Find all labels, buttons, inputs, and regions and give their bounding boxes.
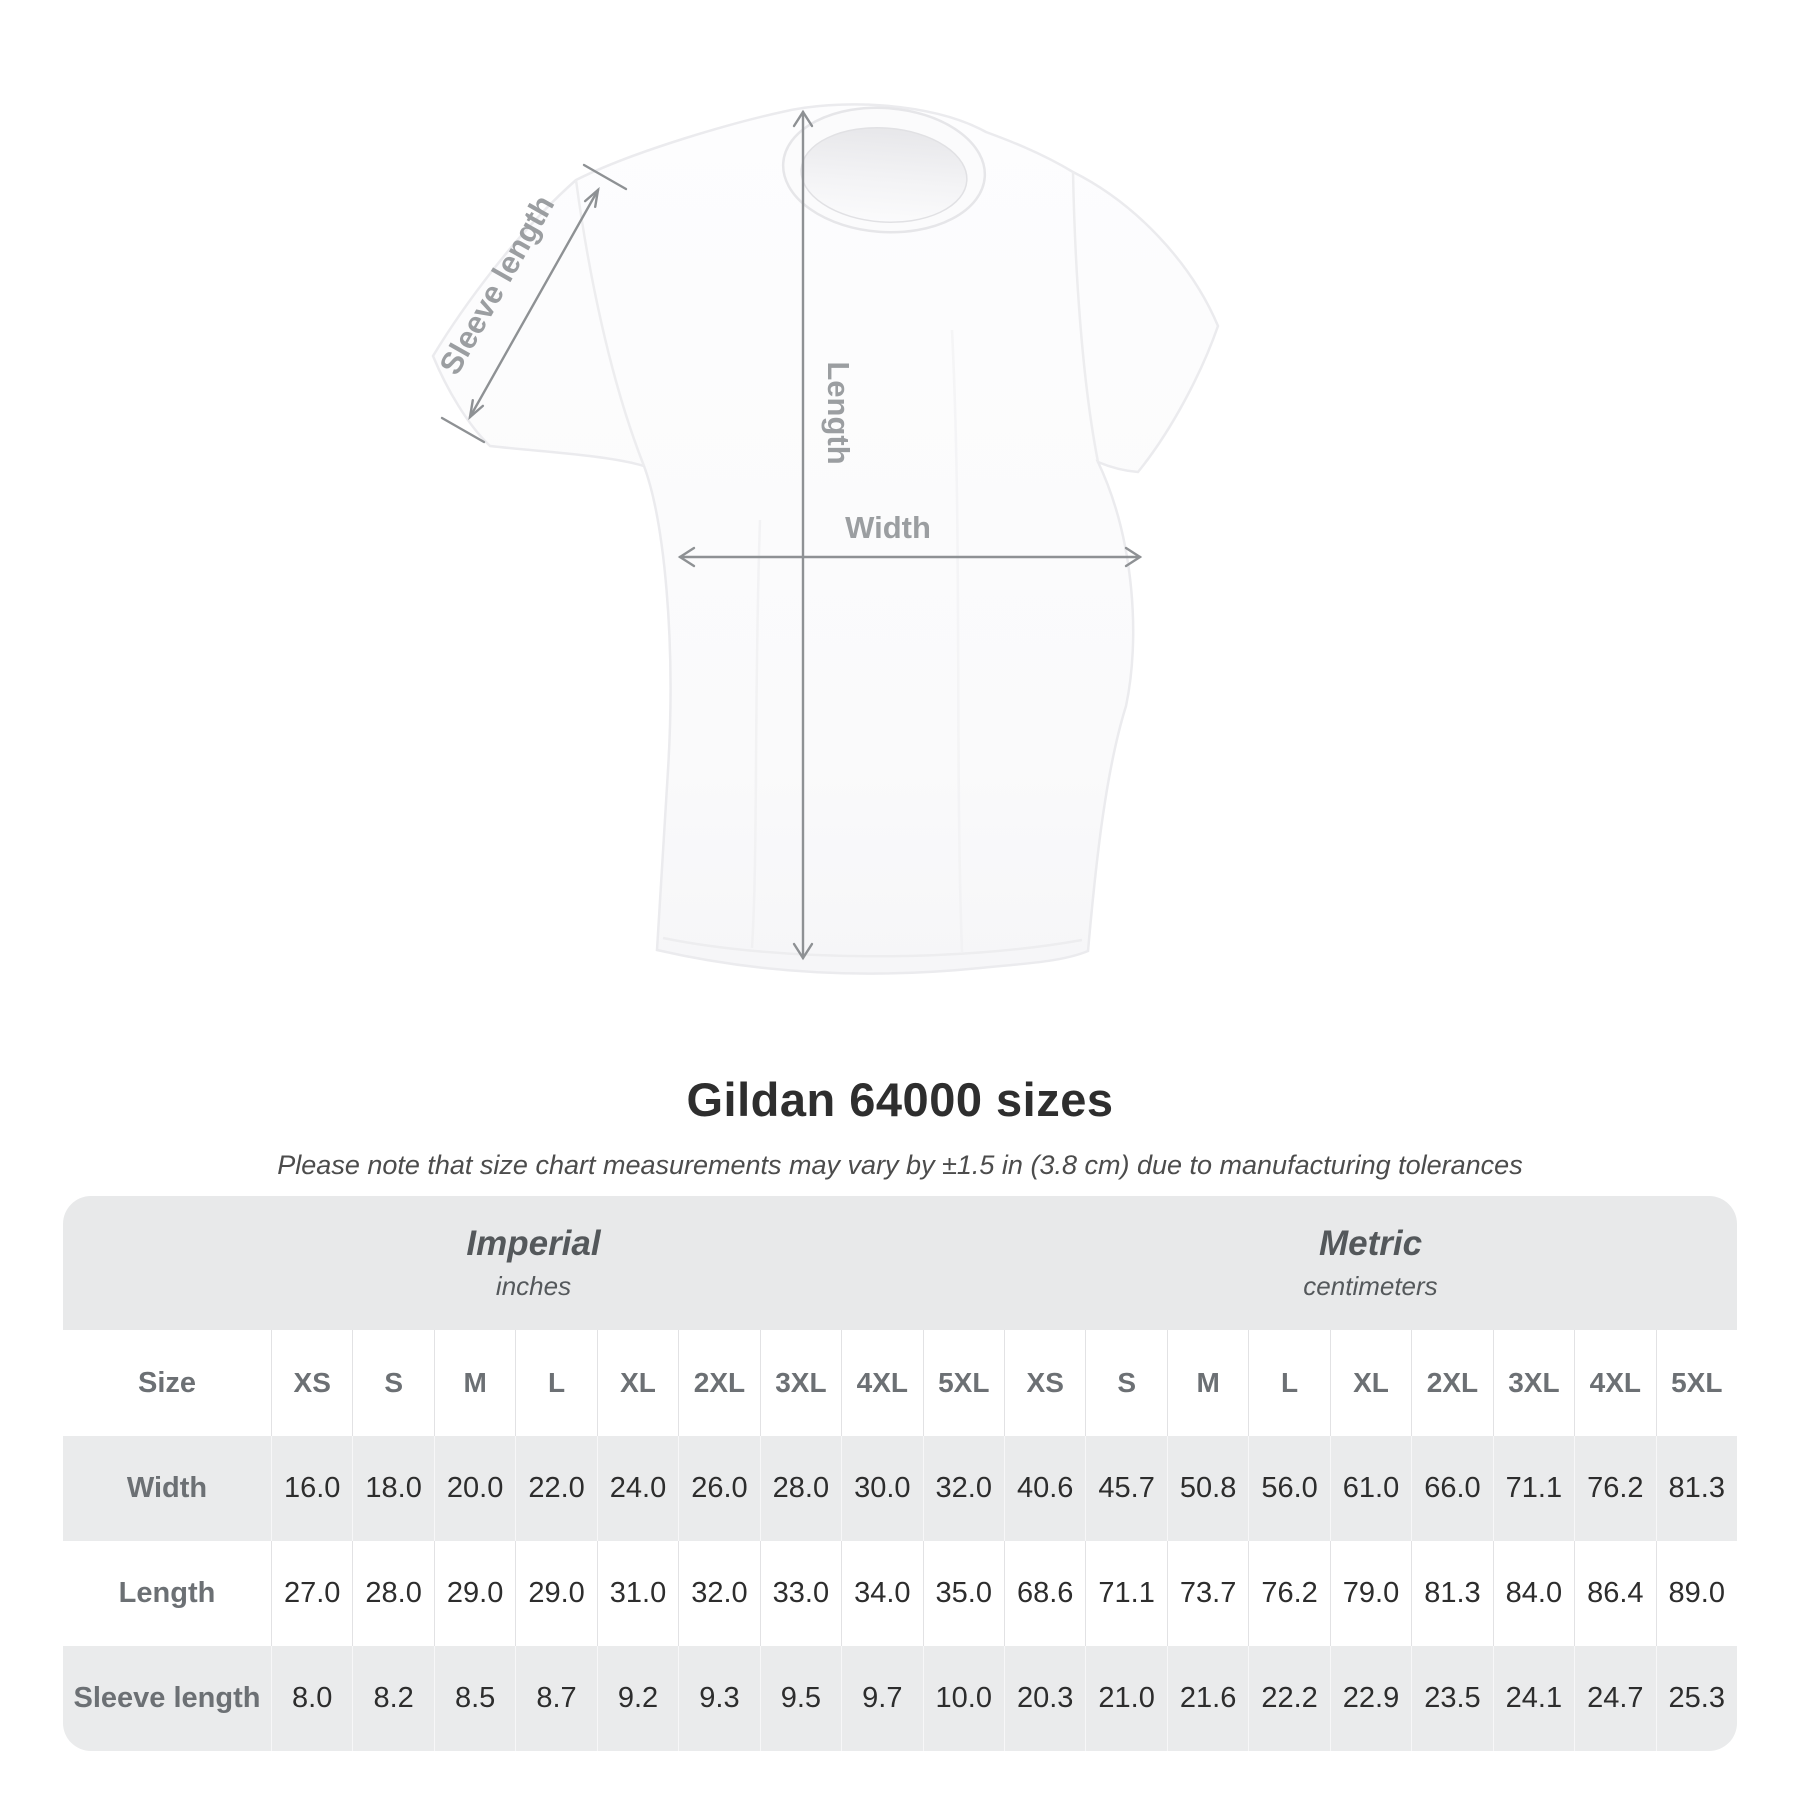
table-cell: 9.5 — [760, 1646, 841, 1751]
table-cell: 18.0 — [352, 1436, 433, 1541]
size-header-row — [63, 1330, 1737, 1436]
table-cell: 20.0 — [434, 1436, 515, 1541]
table-cell: 26.0 — [678, 1436, 759, 1541]
length-label: Length — [821, 361, 856, 465]
table-cell: 24.7 — [1574, 1646, 1655, 1751]
table-cell: 28.0 — [352, 1541, 433, 1646]
table-cell: 23.5 — [1411, 1646, 1492, 1751]
size-col-header: S — [352, 1330, 433, 1436]
table-cell: 20.3 — [1004, 1646, 1085, 1751]
table-cell: 71.1 — [1493, 1436, 1574, 1541]
table-cell: 9.3 — [678, 1646, 759, 1751]
size-col-header: XL — [1330, 1330, 1411, 1436]
table-cell: 71.1 — [1085, 1541, 1166, 1646]
size-col-header: XS — [1004, 1330, 1085, 1436]
size-col-header: 4XL — [841, 1330, 922, 1436]
unit-group-imperial — [63, 1196, 1004, 1330]
table-cell: 27.0 — [271, 1541, 352, 1646]
size-col-header: 2XL — [678, 1330, 759, 1436]
table-cell: 29.0 — [434, 1541, 515, 1646]
size-col-header: 3XL — [760, 1330, 841, 1436]
metric-heading: Metric — [1318, 1224, 1423, 1263]
table-cell: 45.7 — [1085, 1436, 1166, 1541]
table-cell: 76.2 — [1248, 1541, 1329, 1646]
table-cell: 89.0 — [1656, 1541, 1737, 1646]
table-cell: 50.8 — [1167, 1436, 1248, 1541]
size-col-header: 2XL — [1411, 1330, 1492, 1436]
size-chart-table — [63, 1196, 1737, 1751]
table-cell: 28.0 — [760, 1436, 841, 1541]
size-header-label: Size — [137, 1366, 197, 1399]
table-cell: 86.4 — [1574, 1541, 1655, 1646]
size-col-header: L — [515, 1330, 596, 1436]
table-cell: 8.2 — [352, 1646, 433, 1751]
table-cell: 33.0 — [760, 1541, 841, 1646]
table-cell: 29.0 — [515, 1541, 596, 1646]
tolerance-note: Please note that size chart measurements may vary by ±1.5 in (3.8 cm) due to manufacturing tolerances — [277, 1150, 1523, 1180]
table-cell: 81.3 — [1656, 1436, 1737, 1541]
table-cell: 40.6 — [1004, 1436, 1085, 1541]
size-col-header: 5XL — [1656, 1330, 1737, 1436]
size-col-header: M — [434, 1330, 515, 1436]
table-cell: 22.2 — [1248, 1646, 1329, 1751]
sleeve-length-label: Sleeve length — [432, 189, 562, 381]
size-col-header: S — [1085, 1330, 1166, 1436]
table-cell: 76.2 — [1574, 1436, 1655, 1541]
metric-unit: centimeters — [1303, 1271, 1438, 1301]
table-cell: 31.0 — [597, 1541, 678, 1646]
table-cell: 84.0 — [1493, 1541, 1574, 1646]
size-col-header: XL — [597, 1330, 678, 1436]
table-cell: 24.0 — [597, 1436, 678, 1541]
table-cell: 8.5 — [434, 1646, 515, 1751]
table-cell: 61.0 — [1330, 1436, 1411, 1541]
size-col-header: XS — [271, 1330, 352, 1436]
units-band — [63, 1196, 1737, 1330]
table-cell: 32.0 — [923, 1436, 1004, 1541]
table-row-sleeve-length — [63, 1646, 1737, 1751]
table-cell: 9.7 — [841, 1646, 922, 1751]
size-col-header: 5XL — [923, 1330, 1004, 1436]
imperial-unit: inches — [495, 1271, 572, 1301]
table-cell: 30.0 — [841, 1436, 922, 1541]
table-cell: 8.7 — [515, 1646, 596, 1751]
table-cell: 81.3 — [1411, 1541, 1492, 1646]
table-cell: 34.0 — [841, 1541, 922, 1646]
unit-group-metric — [1004, 1196, 1737, 1330]
row-label: Length — [118, 1577, 216, 1609]
table-cell: 21.0 — [1085, 1646, 1166, 1751]
table-cell: 24.1 — [1493, 1646, 1574, 1751]
table-cell: 16.0 — [271, 1436, 352, 1541]
table-cell: 8.0 — [271, 1646, 352, 1751]
table-cell: 68.6 — [1004, 1541, 1085, 1646]
size-col-header: M — [1167, 1330, 1248, 1436]
table-cell: 73.7 — [1167, 1541, 1248, 1646]
width-label: Width — [845, 510, 931, 545]
table-cell: 79.0 — [1330, 1541, 1411, 1646]
table-cell: 10.0 — [923, 1646, 1004, 1751]
table-cell: 9.2 — [597, 1646, 678, 1751]
table-cell: 66.0 — [1411, 1436, 1492, 1541]
imperial-heading: Imperial — [466, 1224, 601, 1263]
size-col-header: 3XL — [1493, 1330, 1574, 1436]
table-cell: 35.0 — [923, 1541, 1004, 1646]
tshirt-body — [433, 101, 1218, 973]
table-cell: 56.0 — [1248, 1436, 1329, 1541]
table-row-width — [63, 1436, 1737, 1541]
table-cell: 32.0 — [678, 1541, 759, 1646]
table-cell: 22.9 — [1330, 1646, 1411, 1751]
row-label: Sleeve length — [73, 1682, 261, 1714]
size-col-header: L — [1248, 1330, 1329, 1436]
table-cell: 22.0 — [515, 1436, 596, 1541]
table-row-length — [63, 1541, 1737, 1646]
table-cell: 25.3 — [1656, 1646, 1737, 1751]
table-cell: 21.6 — [1167, 1646, 1248, 1751]
page-title: Gildan 64000 sizes — [686, 1073, 1114, 1126]
row-label: Width — [126, 1472, 208, 1504]
size-col-header: 4XL — [1574, 1330, 1655, 1436]
